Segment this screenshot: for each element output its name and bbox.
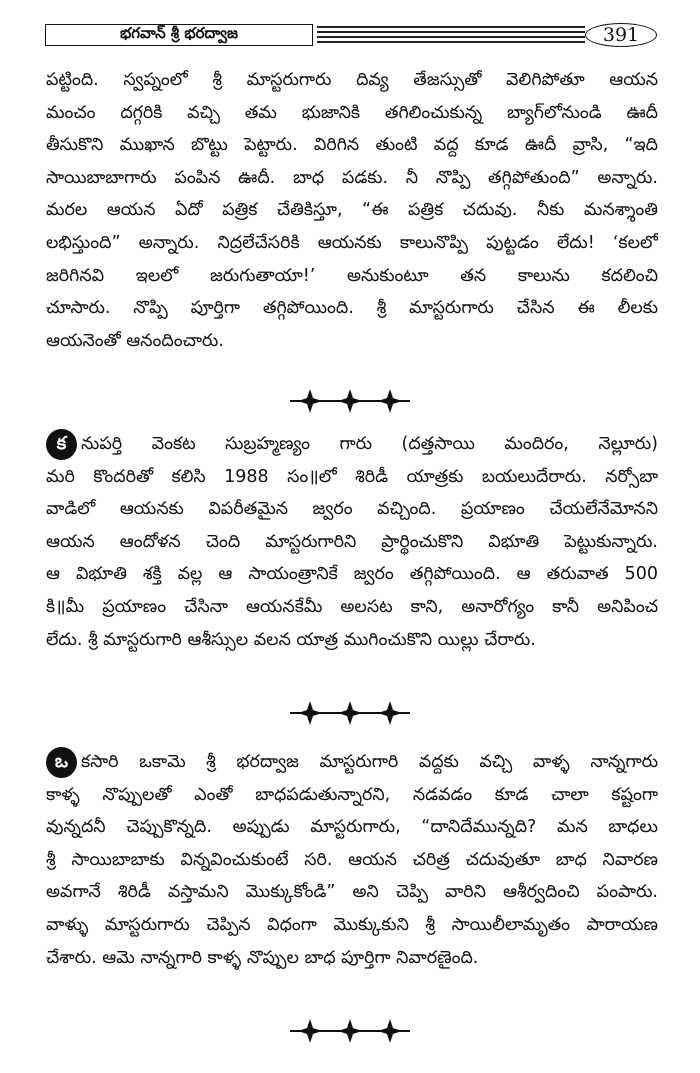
text-line: చేశారు. ఆమె నాన్నగారి కాళ్ళ నొప్పుల బాధ పూర్తిగా నివారణైంది. xyxy=(46,947,479,968)
four-point-star-ornament-icon xyxy=(290,1018,410,1044)
text-line: శ్రీ సాయిబాబాకు విన్నవించుకుంటే సరి. ఆయన చరిత్ర చదువుతూ బాధ నివారణ xyxy=(46,849,658,870)
text-line: చూసారు. నొప్పి పూర్తిగా తగ్గిపోయింది. శ్రీ మాస్టరుగారు చేసిన ఈ లీలకు xyxy=(46,298,658,319)
text-line: మరల ఆయన ఏదో పత్రిక చేతికిస్తూ, “ఈ పత్రిక చదువు. నీకు మనశ్శాంతి xyxy=(46,200,658,221)
header-title: భగవాన్ శ్రీ భరద్వాజ xyxy=(45,24,313,46)
text-line: వాళ్ళు మాస్టరుగారు చెప్పిన విధంగా మొక్కుకుని శ్రీ సాయిలీలామృతం పారాయణ xyxy=(46,914,658,935)
text-line: లేదు. శ్రీ మాస్టరుగారి ఆశీస్సుల వలన యాత్ర ముగించుకొని యిల్లు చేరారు. xyxy=(46,629,536,650)
text-line xyxy=(46,746,658,779)
text-line xyxy=(46,428,658,461)
text-line: కాళ్ళ నొప్పులతో ఎంతో బాధపడుతున్నారని, నడవడం కూడ చాలా కష్టంగా xyxy=(46,784,658,805)
paragraph-3 xyxy=(46,746,658,974)
text-line: వాడిలో ఆయనకు విపరీతమైన జ్వరం వచ్చింది. ప్రయాణం చేయలేనేమోనని xyxy=(46,499,658,520)
paragraph-1 xyxy=(46,64,658,357)
text-line: అవగానే శిరిడీ వస్తామని మొక్కుకోండి” అని చెప్పి వారిని ఆశీర్వదించి పంపారు. xyxy=(46,882,658,903)
text-line: కి॥మీ ప్రయాణం చేసినా ఆయనకేమీ అలసట కాని, అనారోగ్యం కానీ అనిపించ xyxy=(46,596,658,617)
text-line: జరిగినవి ఇలలో జరుగుతాయా!’ అనుకుంటూ తన కాలును కదలించి xyxy=(46,265,658,286)
dropcap: క xyxy=(46,429,77,460)
text-line: పట్టింది. స్వప్నంలో శ్రీ మాస్టరుగారు దివ్య తేజస్సుతో వెలిగిపోతూ ఆయన xyxy=(46,70,658,90)
page-number: 391 xyxy=(585,23,657,47)
text-line: తీసుకొని ముఖాన బొట్టు పెట్టారు. విరిగిన తుంటి వద్ద కూడ ఊదీ వ్రాసి, “ఇది xyxy=(46,135,658,156)
text-line: సాయిబాబాగారు పంపిన ఊదీ. బాధ పడకు. నీ నొప్పి తగ్గిపోతుంది” అన్నారు. xyxy=(46,167,658,188)
running-header xyxy=(45,24,657,48)
text-line-content: కసారి ఒకామె శ్రీ భరద్వాజ మాస్టరుగారి వద్దకు వచ్చి వాళ్ళ నాన్నగారు xyxy=(81,752,658,772)
text-line: ఆయనెంతో ఆనందించారు. xyxy=(46,330,224,351)
four-point-star-ornament-icon xyxy=(290,388,410,414)
text-line: ఆ విభూతి శక్తి వల్ల ఆ సాయంత్రానికే జ్వరం తగ్గిపోయింది. ఆ తరువాత 500 xyxy=(46,564,658,585)
text-line: లభిస్తుంది” అన్నారు. నిద్రలేచేసరికి ఆయనకు కాలునొప్పి పుట్టడం లేదు! ‘కలలో xyxy=(46,232,658,253)
four-point-star-ornament-icon xyxy=(290,700,410,726)
text-line: మరి కొందరితో కలిసి 1988 సం॥లో శిరిడీ యాత్రకు బయలుదేరారు. నర్సోబా xyxy=(46,466,658,487)
text-line: మంచం దగ్గరికి వచ్చి తమ భుజానికి తగిలించుకున్న బ్యాగ్‌లోనుండి ఊదీ xyxy=(46,102,658,123)
text-line: వున్నదనీ చెప్పుకొన్నది. అప్పుడు మాస్టరుగారు, “దానిదేమున్నది? మన బాధలు xyxy=(46,817,658,838)
dropcap: ఒ xyxy=(46,747,77,778)
text-line-content: నుపర్తి వెంకట సుబ్రహ్మణ్యం గారు (దత్తసాయి మందిరం, నెల్లూరు) xyxy=(81,434,658,454)
text-line: ఆయన ఆందోళన చెంది మాస్టరుగారిని ప్రార్థించుకొని విభూతి పెట్టుకున్నారు. xyxy=(46,531,658,552)
paragraph-2 xyxy=(46,428,658,656)
header-rules xyxy=(317,26,585,46)
